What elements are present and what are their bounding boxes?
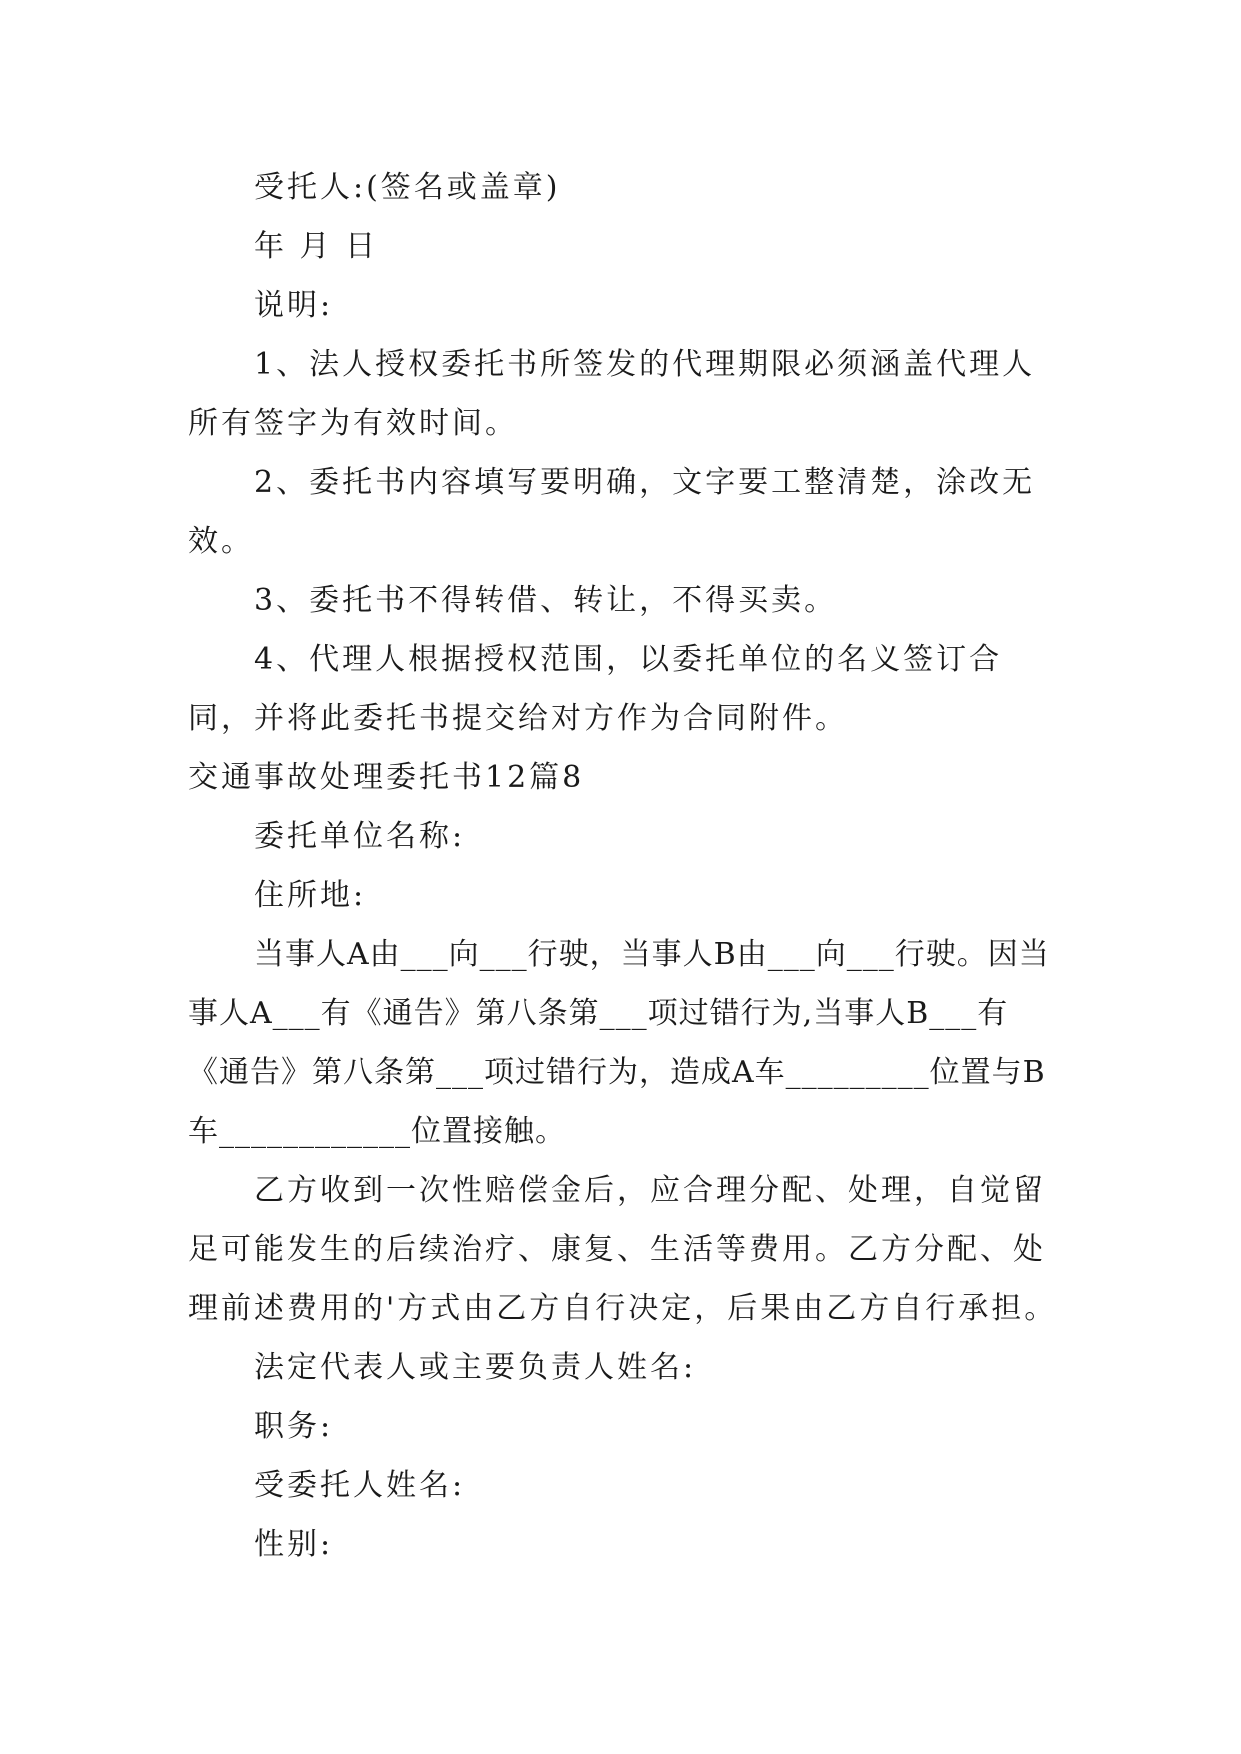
trustee-signature-line: 受托人:(签名或盖章) bbox=[254, 170, 561, 205]
note-item-2: 2、委托书内容填写要明确，文字要工整清楚，涂改无效。 bbox=[188, 465, 1036, 559]
note-item-4: 4、代理人根据授权范围，以委托单位的名义签订合同，并将此委托书提交给对方作为合同附件。 bbox=[188, 642, 1003, 736]
date-line: 年 月 日 bbox=[254, 229, 379, 264]
trustee-name: 受委托人姓名: bbox=[254, 1468, 466, 1503]
note-item-1: 1、法人授权委托书所签发的代理期限必须涵盖代理人所有签字为有效时间。 bbox=[188, 347, 1036, 441]
accident-description: 当事人A由___向___行驶，当事人B由___向___行驶。因当事人A___有《通告》第八条第___项过错行为,当事人B___有《通告》第八条第___项过错行为，造成A车_________位置与B车____________位置接触。 bbox=[188, 937, 1050, 1149]
document-body bbox=[188, 158, 1068, 1574]
section-title: 交通事故处理委托书12篇8 bbox=[188, 760, 585, 795]
note-item-3: 3、委托书不得转借、转让，不得买卖。 bbox=[254, 583, 838, 618]
address-line: 住所地: bbox=[254, 878, 367, 913]
gender-line: 性别: bbox=[254, 1527, 334, 1562]
legal-representative-name: 法定代表人或主要负责人姓名: bbox=[254, 1350, 697, 1385]
entrusting-unit-name: 委托单位名称: bbox=[254, 819, 466, 854]
position-line: 职务: bbox=[254, 1409, 334, 1444]
compensation-clause: 乙方收到一次性赔偿金后，应合理分配、处理，自觉留足可能发生的后续治疗、康复、生活等费用。乙方分配、处理前述费用的'方式由乙方自行决定，后果由乙方自行承担。 bbox=[188, 1173, 1058, 1326]
notes-heading: 说明: bbox=[254, 288, 334, 323]
